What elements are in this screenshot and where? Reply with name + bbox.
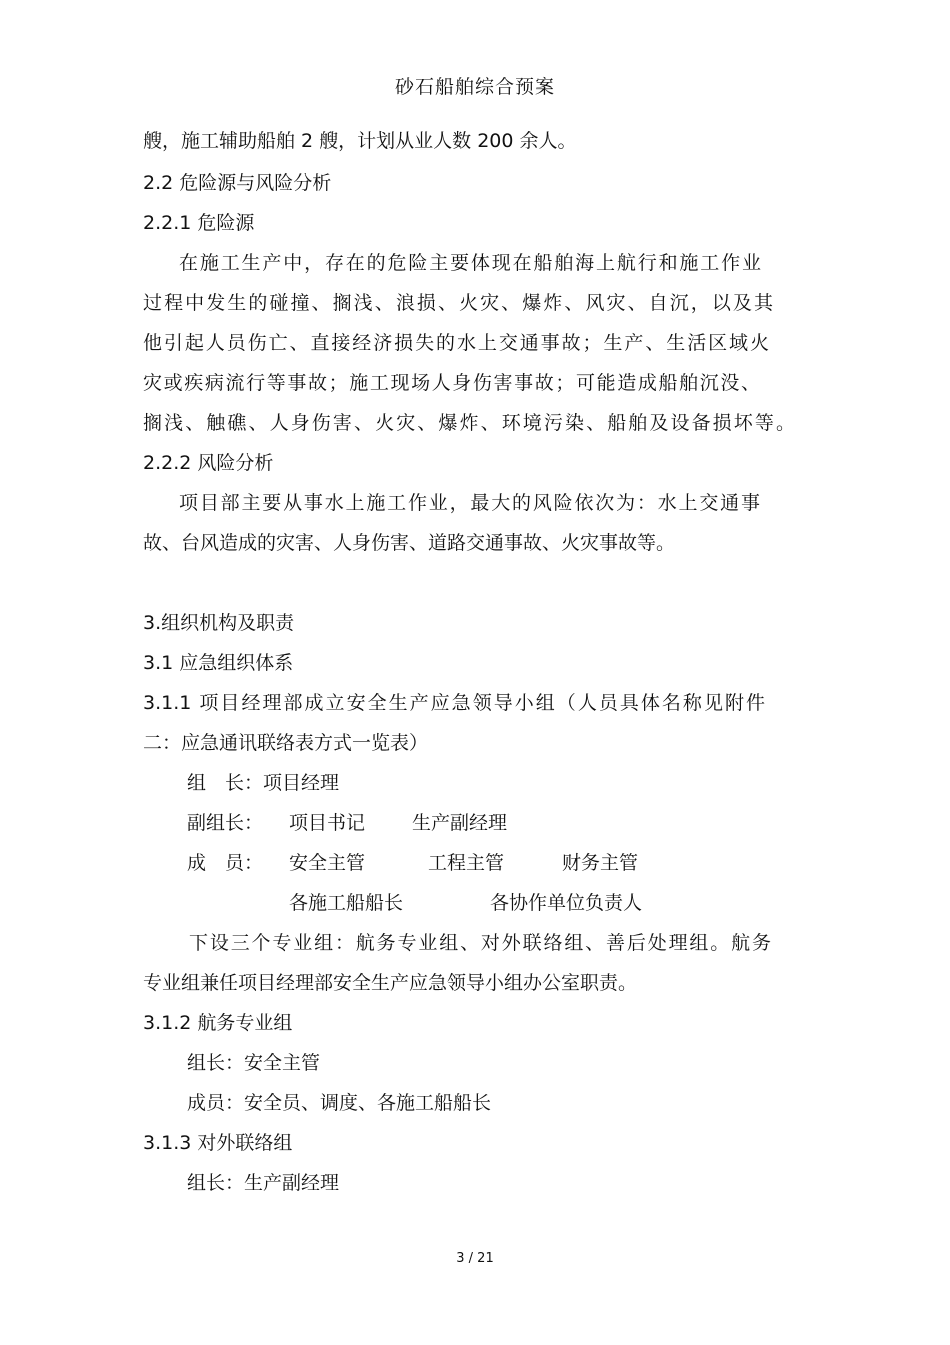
subsection-heading: 2.2.1 危险源 <box>143 212 255 234</box>
roster-member-5: 各协作单位负责人 <box>490 892 643 914</box>
paragraph-line: 项目部主要从事水上施工作业，最大的风险依次为：水上交通事 <box>179 492 760 514</box>
paragraph-line: 灾或疾病流行等事故；施工现场人身伤害事故；可能造成船舶沉没、 <box>143 372 760 394</box>
paragraph-line: 过程中发生的碰撞、搁浅、浪损、火灾、爆炸、风灾、自沉，以及其 <box>143 292 773 314</box>
paragraph-line: 专业组兼任项目经理部安全生产应急领导小组办公室职责。 <box>143 972 638 994</box>
roster-member-4: 各施工船船长 <box>289 892 404 914</box>
group-leader: 组长：安全主管 <box>187 1052 321 1074</box>
subsection-heading: 3.1 应急组织体系 <box>143 652 294 674</box>
group-leader: 组长：生产副经理 <box>187 1172 340 1194</box>
roster-member-3: 财务主管 <box>562 852 639 874</box>
subsection-heading: 3.1.2 航务专业组 <box>143 1012 293 1034</box>
subsection-heading: 3.1.3 对外联络组 <box>143 1132 293 1154</box>
paragraph-line: 故、台风造成的灾害、人身伤害、道路交通事故、火灾事故等。 <box>143 532 676 554</box>
paragraph-line: 3.1.1 项目经理部成立安全生产应急领导小组（人员具体名称见附件 <box>143 692 765 714</box>
subsection-heading: 2.2.2 风险分析 <box>143 452 274 474</box>
section-heading: 2.2 危险源与风险分析 <box>143 172 332 194</box>
paragraph-line: 二：应急通讯联络表方式一览表） <box>143 732 429 754</box>
roster-members-label: 成 员： <box>187 852 264 874</box>
roster-leader: 组 长：项目经理 <box>187 772 340 794</box>
page-header-title: 砂石船舶综合预案 <box>394 76 555 98</box>
roster-deputy-2: 生产副经理 <box>412 812 508 834</box>
section-heading: 3.组织机构及职责 <box>143 612 295 634</box>
roster-member-2: 工程主管 <box>428 852 505 874</box>
text-line: 艘，施工辅助船舶 2 艘，计划从业人数 200 余人。 <box>143 130 577 152</box>
paragraph-line: 他引起人员伤亡、直接经济损失的水上交通事故；生产、生活区域火 <box>143 332 769 354</box>
roster-deputy-1: 项目书记 <box>289 812 366 834</box>
group-members: 成员：安全员、调度、各施工船船长 <box>187 1092 492 1114</box>
page-number: 3 / 21 <box>456 1251 494 1266</box>
paragraph-line: 搁浅、触礁、人身伤害、火灾、爆炸、环境污染、船舶及设备损坏等。 <box>143 412 795 434</box>
roster-deputy-label: 副组长： <box>187 812 264 834</box>
roster-member-1: 安全主管 <box>289 852 366 874</box>
paragraph-line: 下设三个专业组：航务专业组、对外联络组、善后处理组。航务 <box>189 932 771 954</box>
paragraph-line: 在施工生产中，存在的危险主要体现在船舶海上航行和施工作业 <box>179 252 761 274</box>
